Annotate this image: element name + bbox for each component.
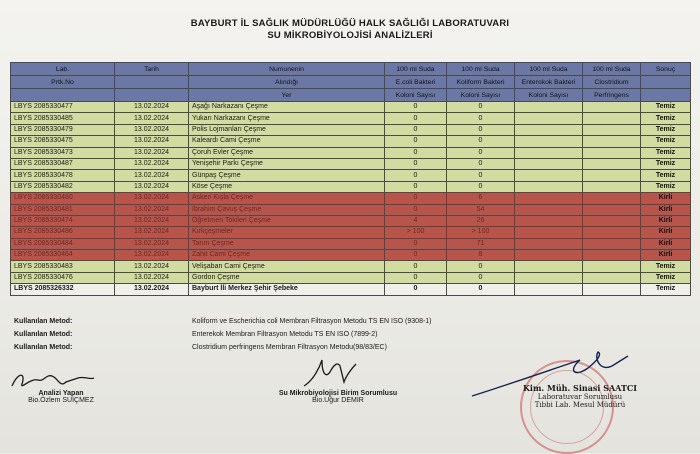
koliform-cell: 0	[447, 261, 515, 272]
date-cell: 13.02.2024	[115, 102, 189, 113]
col-clostridium-header-2: Clostridium	[583, 76, 641, 89]
document-title: BAYBURT İL SAĞLIK MÜDÜRLÜĞÜ HALK SAĞLIĞI LABORATUVARI	[190, 18, 510, 29]
place-cell: Köse Çeşme	[189, 181, 385, 192]
date-cell: 13.02.2024	[115, 136, 189, 147]
koliform-cell: 0	[447, 102, 515, 113]
col-place-header-2: Alındığı	[189, 76, 385, 89]
col-date-header: Tarih	[115, 63, 189, 76]
place-cell: Bayburt İli Merkez Şehir Şebeke	[189, 284, 385, 295]
table-row	[11, 193, 691, 204]
table-body	[11, 102, 691, 296]
col-koliform-header-2: Koliform Bakteri	[447, 76, 515, 89]
result-cell: Temiz	[641, 158, 691, 169]
ecoli-cell: 0	[385, 272, 447, 283]
col-lab-header: Lab.	[11, 63, 115, 76]
enterokok-cell	[515, 250, 583, 261]
ecoli-cell: 0	[385, 158, 447, 169]
analyst-name: Bio.Özlem SUİÇMEZ	[28, 397, 94, 404]
koliform-cell: 0	[447, 272, 515, 283]
table-header-row-1	[11, 63, 691, 76]
table-row	[11, 215, 691, 226]
enterokok-cell	[515, 215, 583, 226]
table-row	[11, 113, 691, 124]
ecoli-cell: 0	[385, 113, 447, 124]
clostridium-cell	[583, 227, 641, 238]
result-cell: Temiz	[641, 147, 691, 158]
ecoli-cell: 4	[385, 215, 447, 226]
place-cell: Kırkçeşmeler	[189, 227, 385, 238]
result-cell: Temiz	[641, 284, 691, 295]
col-ecoli-header-2: E.coli Bakteri	[385, 76, 447, 89]
date-cell: 13.02.2024	[115, 147, 189, 158]
clostridium-cell	[583, 158, 641, 169]
ecoli-cell: 0	[385, 204, 447, 215]
lab-no-cell: LBYS 2085330484	[11, 238, 115, 249]
enterokok-cell	[515, 284, 583, 295]
result-cell: Temiz	[641, 113, 691, 124]
col-ecoli-header: 100 ml Suda	[385, 63, 447, 76]
place-cell: Günpaş Çeşme	[189, 170, 385, 181]
col-place-header-3: Yer	[189, 89, 385, 102]
method-label: Kullanılan Metod:	[14, 318, 73, 325]
clostridium-cell	[583, 136, 641, 147]
ecoli-cell: 0	[385, 181, 447, 192]
enterokok-cell	[515, 261, 583, 272]
analysis-table	[10, 62, 691, 296]
ecoli-cell: 0	[385, 193, 447, 204]
result-cell: Temiz	[641, 102, 691, 113]
result-cell: Temiz	[641, 136, 691, 147]
result-cell: Temiz	[641, 261, 691, 272]
clostridium-cell	[583, 250, 641, 261]
lab-no-cell: LBYS 2085330480	[11, 193, 115, 204]
unit-title: Su Mikrobiyolojisi Birim Sorumlusu	[278, 390, 398, 397]
clostridium-cell	[583, 170, 641, 181]
clostridium-cell	[583, 261, 641, 272]
col-result-header-3	[641, 89, 691, 102]
table-row	[11, 158, 691, 169]
table-row	[11, 170, 691, 181]
lab-no-cell: LBYS 2085330483	[11, 261, 115, 272]
clostridium-cell	[583, 181, 641, 192]
enterokok-cell	[515, 204, 583, 215]
document-subtitle: SU MİKROBİYOLOJİSİ ANALİZLERİ	[267, 30, 433, 41]
col-lab-header-2: Prtk.No	[11, 76, 115, 89]
koliform-cell: 0	[447, 158, 515, 169]
date-cell: 13.02.2024	[115, 272, 189, 283]
date-cell: 13.02.2024	[115, 250, 189, 261]
lab-no-cell: LBYS 2085330478	[11, 170, 115, 181]
koliform-cell: 0	[447, 136, 515, 147]
enterokok-cell	[515, 113, 583, 124]
ecoli-cell: 0	[385, 102, 447, 113]
place-cell: Yukarı Narkazanı Çeşme	[189, 113, 385, 124]
lab-no-cell: LBYS 2085330486	[11, 227, 115, 238]
lab-no-cell: LBYS 2085330476	[11, 272, 115, 283]
lab-no-cell: LBYS 2085330481	[11, 204, 115, 215]
table-row	[11, 238, 691, 249]
koliform-cell: 0	[447, 113, 515, 124]
col-date-header-3	[115, 89, 189, 102]
clostridium-cell	[583, 272, 641, 283]
table-row	[11, 284, 691, 295]
unit-signature-icon	[300, 356, 360, 392]
clostridium-cell	[583, 204, 641, 215]
col-clostridium-header-3: Perfringens	[583, 89, 641, 102]
place-cell: Öğretmen Tokileri Çeşme	[189, 215, 385, 226]
method-label: Kullanılan Metod:	[14, 331, 73, 338]
ecoli-cell: 0	[385, 238, 447, 249]
koliform-cell: 8	[447, 250, 515, 261]
lab-no-cell: LBYS 2085330479	[11, 124, 115, 135]
clostridium-cell	[583, 215, 641, 226]
enterokok-cell	[515, 272, 583, 283]
ecoli-cell: 0	[385, 284, 447, 295]
result-cell: Kirli	[641, 204, 691, 215]
place-cell: Gordon Çeşme	[189, 272, 385, 283]
col-clostridium-header: 100 ml Suda	[583, 63, 641, 76]
place-cell: Yenişehir Parkı Çeşme	[189, 158, 385, 169]
lab-no-cell: LBYS 2085330477	[11, 102, 115, 113]
col-result-header: Sonuç	[641, 63, 691, 76]
col-enterokok-header-2: Enterokok Bakteri	[515, 76, 583, 89]
date-cell: 13.02.2024	[115, 170, 189, 181]
result-cell: Kirli	[641, 250, 691, 261]
result-cell: Temiz	[641, 272, 691, 283]
date-cell: 13.02.2024	[115, 124, 189, 135]
enterokok-cell	[515, 147, 583, 158]
table-row	[11, 181, 691, 192]
col-koliform-header: 100 ml Suda	[447, 63, 515, 76]
enterokok-cell	[515, 124, 583, 135]
method-row	[14, 331, 694, 344]
ecoli-cell: 0	[385, 147, 447, 158]
table-row	[11, 136, 691, 147]
koliform-cell: 0	[447, 124, 515, 135]
place-cell: Zahit Cami Çeşme	[189, 250, 385, 261]
table-header-row-3	[11, 89, 691, 102]
place-cell: Askeri Kışla Çeşme	[189, 193, 385, 204]
analyst-signature-block	[6, 390, 116, 404]
table-row	[11, 204, 691, 215]
ecoli-cell: 0	[385, 261, 447, 272]
koliform-cell: 0	[447, 284, 515, 295]
place-cell: Velişaban Cami Çeşme	[189, 261, 385, 272]
place-cell: Çoruh Evler Çeşme	[189, 147, 385, 158]
enterokok-cell	[515, 136, 583, 147]
date-cell: 13.02.2024	[115, 204, 189, 215]
manager-signature-block	[510, 383, 650, 409]
koliform-cell: 0	[447, 181, 515, 192]
date-cell: 13.02.2024	[115, 181, 189, 192]
clostridium-cell	[583, 124, 641, 135]
lab-no-cell: LBYS 2085330474	[11, 215, 115, 226]
ecoli-cell: 0	[385, 250, 447, 261]
lab-no-cell: LBYS 2085330473	[11, 147, 115, 158]
clostridium-cell	[583, 284, 641, 295]
enterokok-cell	[515, 238, 583, 249]
koliform-cell: 6	[447, 193, 515, 204]
col-place-header: Numunenin	[189, 63, 385, 76]
place-cell: İbrahim Çavuş Çeşme	[189, 204, 385, 215]
manager-title-2: Tıbbi Lab. Mesul Müdürü	[534, 401, 626, 409]
date-cell: 13.02.2024	[115, 113, 189, 124]
clostridium-cell	[583, 102, 641, 113]
ecoli-cell: 0	[385, 124, 447, 135]
method-value: Enterekok Membran Filtrasyon Metodu TS EN ISO (7899-2)	[192, 331, 378, 338]
analyst-title: Analizi Yapan	[38, 390, 84, 397]
unit-signature-block	[258, 390, 418, 404]
table-row	[11, 124, 691, 135]
result-cell: Kirli	[641, 227, 691, 238]
date-cell: 13.02.2024	[115, 238, 189, 249]
result-cell: Temiz	[641, 181, 691, 192]
clostridium-cell	[583, 147, 641, 158]
date-cell: 13.02.2024	[115, 158, 189, 169]
method-value: Clostridium perfringens Membran Filtrasyon Metodu(98/83/EC)	[192, 344, 387, 351]
lab-no-cell: LBYS 2085330475	[11, 136, 115, 147]
method-value: Koliform ve Escherichia coli Membran Filtrasyon Metodu TS EN ISO (9308-1)	[192, 318, 432, 325]
manager-name: Kim. Müh. Sinasi SAATCI	[522, 383, 638, 393]
col-enterokok-header: 100 ml Suda	[515, 63, 583, 76]
koliform-cell: 54	[447, 204, 515, 215]
result-cell: Kirli	[641, 193, 691, 204]
date-cell: 13.02.2024	[115, 193, 189, 204]
place-cell: Aşağı Narkazanı Çeşme	[189, 102, 385, 113]
koliform-cell: 0	[447, 147, 515, 158]
place-cell: Polis Lojmanları Çeşme	[189, 124, 385, 135]
unit-name: Bio.Uğur DEMİR	[312, 397, 364, 404]
date-cell: 13.02.2024	[115, 261, 189, 272]
enterokok-cell	[515, 227, 583, 238]
result-cell: Temiz	[641, 170, 691, 181]
enterokok-cell	[515, 158, 583, 169]
koliform-cell: 26	[447, 215, 515, 226]
col-result-header-2	[641, 76, 691, 89]
date-cell: 13.02.2024	[115, 284, 189, 295]
method-label: Kullanılan Metod:	[14, 344, 73, 351]
method-row	[14, 318, 694, 331]
enterokok-cell	[515, 193, 583, 204]
table-row	[11, 102, 691, 113]
table-header-row-2	[11, 76, 691, 89]
result-cell: Kirli	[641, 238, 691, 249]
table-row	[11, 147, 691, 158]
enterokok-cell	[515, 170, 583, 181]
result-cell: Temiz	[641, 124, 691, 135]
koliform-cell: 71	[447, 238, 515, 249]
col-koliform-header-3: Koloni Sayısı	[447, 89, 515, 102]
col-enterokok-header-3: Koloni Sayısı	[515, 89, 583, 102]
col-ecoli-header-3: Koloni Sayısı	[385, 89, 447, 102]
enterokok-cell	[515, 102, 583, 113]
manager-title-1: Laboratuvar Sorumlusu	[537, 393, 623, 401]
clostridium-cell	[583, 193, 641, 204]
lab-no-cell: LBYS 2085326332	[11, 284, 115, 295]
result-cell: Kirli	[641, 215, 691, 226]
table-row	[11, 227, 691, 238]
ecoli-cell: > 100	[385, 227, 447, 238]
date-cell: 13.02.2024	[115, 227, 189, 238]
col-lab-header-3	[11, 89, 115, 102]
clostridium-cell	[583, 238, 641, 249]
place-cell: Tarım Çeşme	[189, 238, 385, 249]
lab-no-cell: LBYS 2085330482	[11, 181, 115, 192]
clostridium-cell	[583, 113, 641, 124]
koliform-cell: > 100	[447, 227, 515, 238]
ecoli-cell: 0	[385, 170, 447, 181]
ecoli-cell: 0	[385, 136, 447, 147]
koliform-cell: 0	[447, 170, 515, 181]
table-row	[11, 250, 691, 261]
place-cell: Kaleardı Cami Çeşme	[189, 136, 385, 147]
lab-no-cell: LBYS 2085330487	[11, 158, 115, 169]
table-row	[11, 261, 691, 272]
enterokok-cell	[515, 181, 583, 192]
date-cell: 13.02.2024	[115, 215, 189, 226]
lab-no-cell: LBYS 2085330464	[11, 250, 115, 261]
lab-no-cell: LBYS 2085330485	[11, 113, 115, 124]
col-date-header-2	[115, 76, 189, 89]
table-row	[11, 272, 691, 283]
